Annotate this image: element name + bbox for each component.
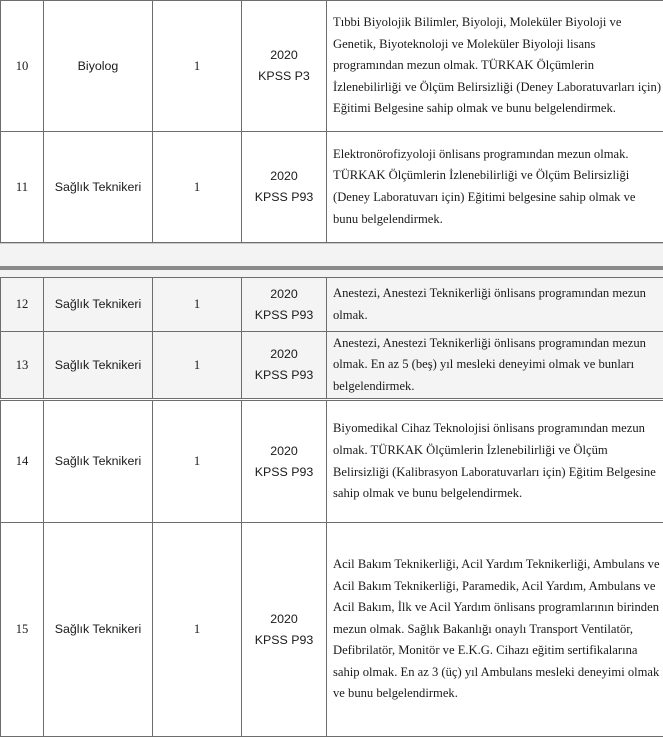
exam-year: 2020 [270,48,298,62]
requirements-text: Tıbbi Biyolojik Bilimler, Biyoloji, Moleküler Biyoloji ve Genetik, Biyoteknoloji ve Moleküler Biyoloji lisans programından mezun olmak. TÜRKAK Ölçümlerin İzlenebilirliği ve Ölçüm Belirsizliği (Deney Laboratuvarları için) Eğitimi Belgesine sahip olmak ve bunu belgelendirmek. [327,1,663,132]
exam-type: KPSS P93 [254,632,314,647]
position-title: Sağlık Teknikeri [44,132,153,243]
row-number: 15 [1,523,44,737]
position-title: Sağlık Teknikeri [44,332,153,399]
position-count: 1 [153,1,242,132]
exam-year: 2020 [270,286,298,301]
exam-cell [242,132,327,243]
row-number: 10 [1,1,44,132]
exam-cell [242,523,327,737]
table-row [1,132,663,243]
requirements-text: Elektronörofizyoloji önlisans programından mezun olmak. TÜRKAK Ölçümlerin İzlenebilirliği ve Ölçüm Belirsizliği (Deney Laboratuvarı için) Eğitimi belgesine sahip olmak ve bunu belgelendirmek. [327,132,663,243]
exam-cell [242,1,327,132]
exam-cell [242,332,327,399]
row-number: 11 [1,132,44,243]
position-count: 1 [153,332,242,399]
position-title: Sağlık Teknikeri [44,278,153,332]
exam-year: 2020 [270,443,298,458]
requirements-text: Anestezi, Anestezi Teknikerliği önlisans programından mezun olmak. [327,278,663,332]
exam-type: KPSS P3 [258,69,310,83]
row-number: 14 [1,401,44,523]
table-row [1,523,663,737]
requirements-text: Anestezi, Anestezi Teknikerliği önlisans programından mezun olmak. En az 5 (beş) yıl mesleki deneyimi olmak ve bunları belgelendirmek. [327,332,663,399]
exam-type: KPSS P93 [254,368,314,382]
exam-cell [242,278,327,332]
exam-year: 2020 [270,611,298,626]
positions-table-bottom [0,400,663,737]
separator-bar [0,266,663,270]
position-title: Sağlık Teknikeri [44,523,153,737]
table-row [1,332,663,399]
table-row [1,401,663,523]
exam-type: KPSS P93 [254,307,314,322]
requirements-text: Acil Bakım Teknikerliği, Acil Yardım Teknikerliği, Ambulans ve Acil Bakım Teknikerliği, Paramedik, Acil Yardım, Ambulans ve Acil Bakım, İlk ve Acil Yardım önlisans programlarının birinden mezun olmak. Sağlık Bakanlığı onaylı Transport Ventilatör, Defibrilatör, Monitör ve E.K.G. Cihazı eğitim sertifikalarına sahip olmak. En az 3 (üç) yıl Ambulans mesleki deneyimi olmak ve bunu belgelendirmek. [327,523,663,737]
table-row [1,1,663,132]
exam-type: KPSS P93 [254,190,314,204]
row-number: 13 [1,332,44,399]
position-count: 1 [153,278,242,332]
position-count: 1 [153,523,242,737]
position-count: 1 [153,401,242,523]
position-count: 1 [153,132,242,243]
position-title: Biyolog [44,1,153,132]
exam-cell [242,401,327,523]
exam-year: 2020 [270,347,298,361]
exam-year: 2020 [270,169,298,183]
positions-table-middle [0,277,663,399]
exam-type: KPSS P93 [254,464,314,479]
positions-table-top [0,0,663,243]
position-title: Sağlık Teknikeri [44,401,153,523]
requirements-text: Biyomedikal Cihaz Teknolojisi önlisans programından mezun olmak. TÜRKAK Ölçümlerin İzlenebilirliği ve Ölçüm Belirsizliği (Kalibrasyon Laboratuvarları için) Eğitim Belgesine sahip olmak ve bunu belgelendirmek. [327,401,663,523]
page-break-separator [0,243,663,278]
row-number: 12 [1,278,44,332]
table-row [1,278,663,332]
